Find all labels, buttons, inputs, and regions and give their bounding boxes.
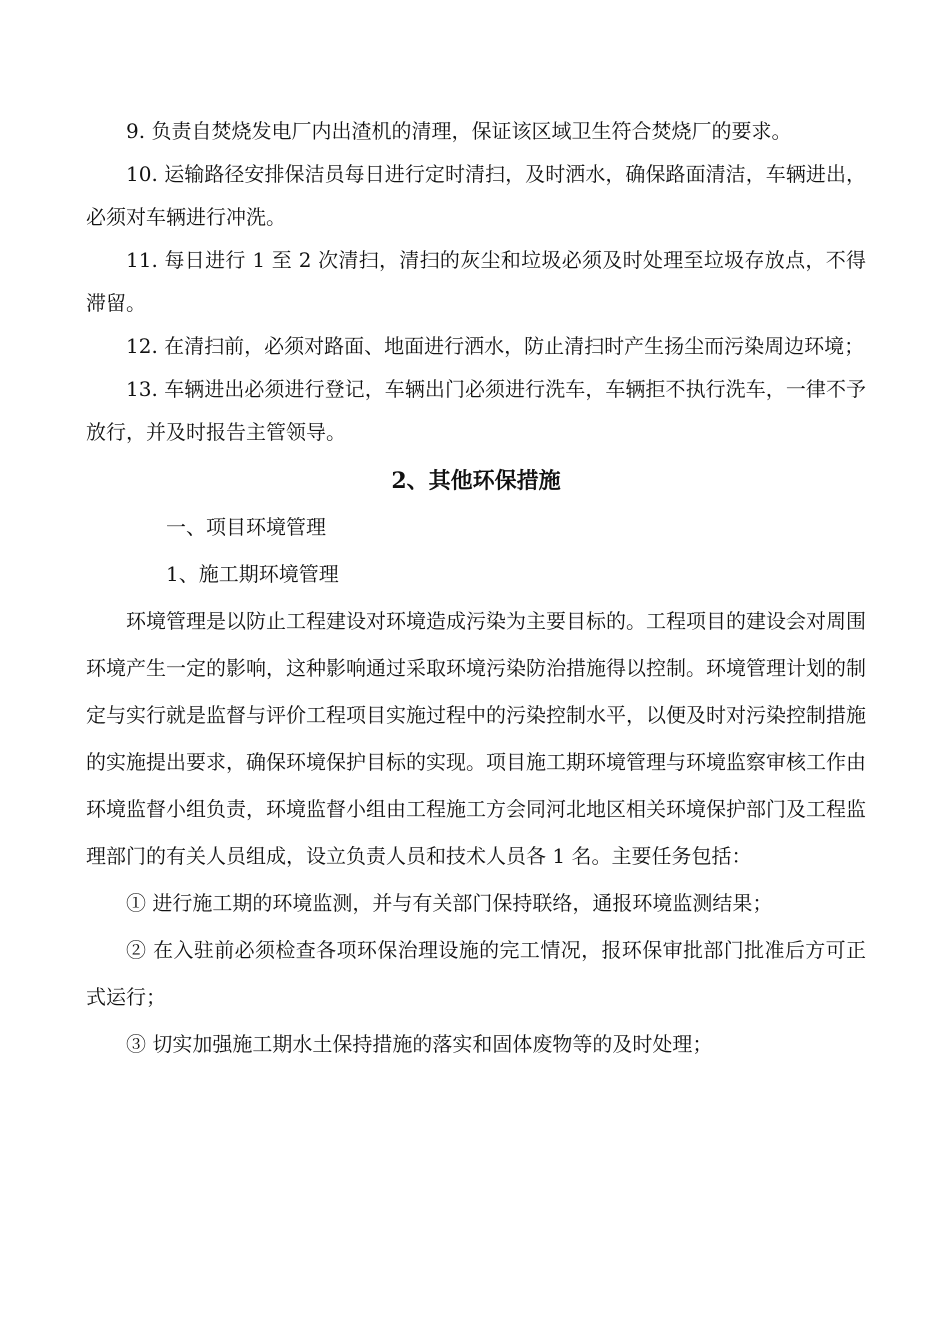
list-item: 9. 负责自焚烧发电厂内出渣机的清理，保证该区域卫生符合焚烧厂的要求。 xyxy=(126,119,792,143)
list-item: 12. 在清扫前，必须对路面、地面进行洒水，防止清扫时产生扬尘而污染周边环境； xyxy=(126,334,865,358)
body-section xyxy=(86,598,866,1068)
body-paragraph: 环境管理是以防止工程建设对环境造成污染为主要目标的。工程项目的建设会对周围环境产生一定的影响，这种影响通过采取环境污染防治措施得以控制。环境管理计划的制定与实行就是监督与评价工程项目实施过程中的污染控制水平，以便及时对污染控制措施的实施提出要求，确保环境保护目标的实现。项目施工期环境管理与环境监察审核工作由环境监督小组负责，环境监督小组由工程施工方会同河北地区相关环境保护部门及工程监理部门的有关人员组成，设立负责人员和技术人员各 1 名。主要任务包括： xyxy=(86,609,866,868)
list-item: 11. 每日进行 1 至 2 次清扫，清扫的灰尘和垃圾必须及时处理至垃圾存放点，不得滞留。 xyxy=(86,248,866,315)
list-item: 10. 运输路径安排保洁员每日进行定时清扫，及时洒水，确保路面清洁，车辆进出，必须对车辆进行冲洗。 xyxy=(86,162,866,229)
task-item: ① 进行施工期的环境监测，并与有关部门保持联络，通报环境监测结果； xyxy=(126,891,773,915)
task-item: ② 在入驻前必须检查各项环保治理设施的完工情况，报环保审批部门批准后方可正式运行； xyxy=(86,938,866,1009)
list-item: 13. 车辆进出必须进行登记，车辆出门必须进行洗车，车辆拒不执行洗车，一律不予放行，并及时报告主管领导。 xyxy=(86,377,866,444)
numbered-list xyxy=(86,110,866,454)
task-item: ③ 切实加强施工期水土保持措施的落实和固体废物等的及时处理； xyxy=(126,1032,713,1056)
subheading-project-environment-management: 一、项目环境管理 xyxy=(166,515,326,539)
document-page xyxy=(86,110,866,1068)
subheading-construction-period-management: 1、施工期环境管理 xyxy=(166,562,339,586)
section-heading: 2、其他环保措施 xyxy=(391,468,561,494)
